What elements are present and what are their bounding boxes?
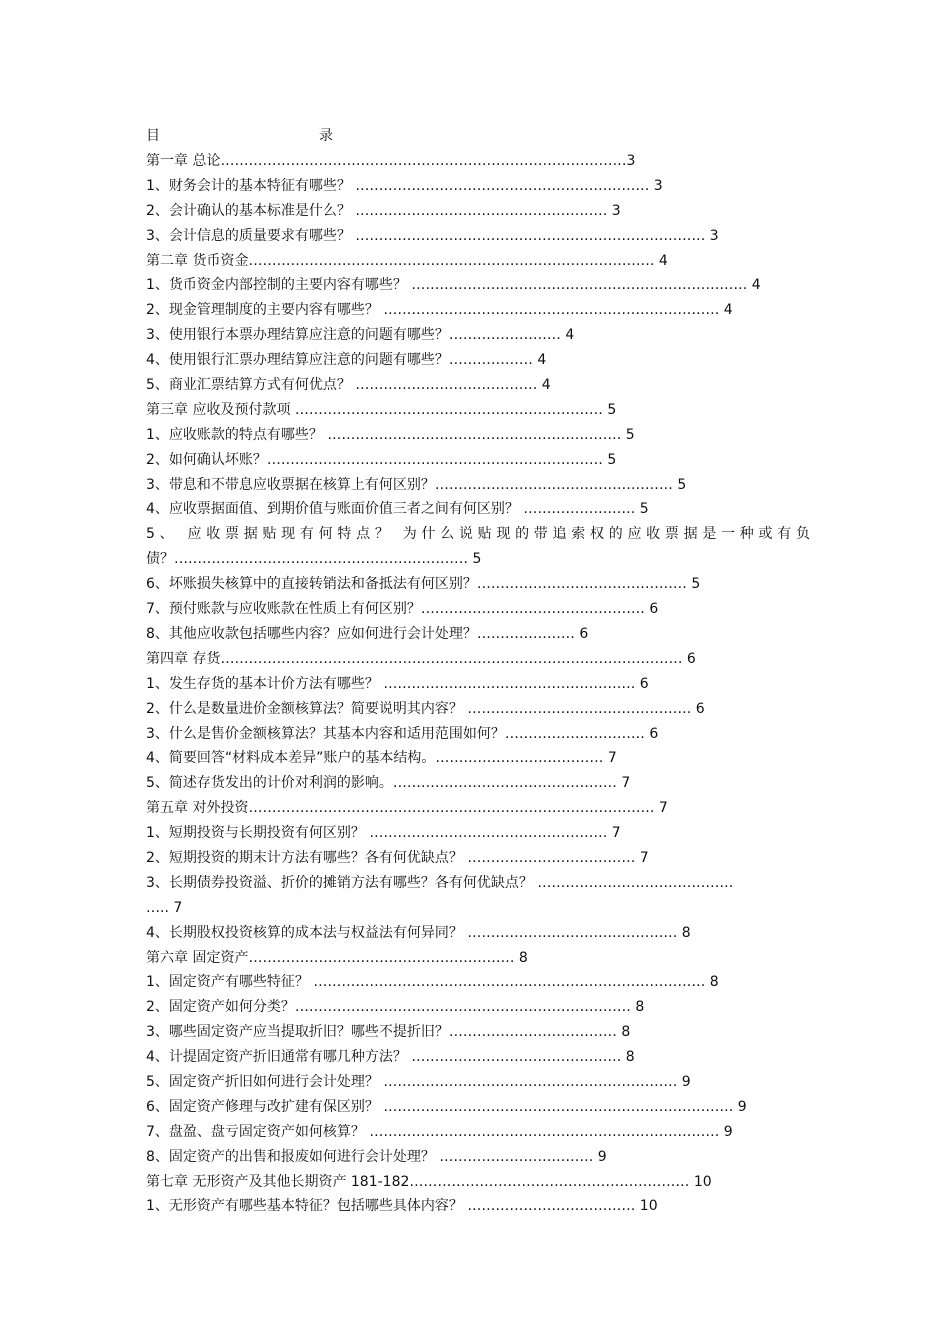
toc-entry: 2、短期投资的期末计方法有哪些？各有何优缺点？ ……………………………… 7: [146, 849, 649, 866]
toc-title-right: 录: [319, 128, 333, 144]
toc-entry: 5、商业汇票结算方式有何优点？ ………………………………… 4: [146, 377, 551, 394]
table-of-contents: [146, 124, 810, 1219]
toc-entry: 4、简要回答“材料成本差异”账户的基本结构。……………………………… 7: [146, 750, 617, 767]
toc-entry: ….. 7: [146, 899, 183, 916]
toc-entry: 3、使用银行本票办理结算应注意的问题有哪些？…………………… 4: [146, 327, 575, 344]
toc-entry: 第一章 总论……………………………………………………………………………3: [146, 153, 636, 169]
toc-entry: 1、应收账款的特点有哪些？ ……………………………………………………… 5: [146, 426, 635, 443]
toc-entry: 3、长期债券投资溢、折价的摊销方法有哪些？各有何优缺点？ ……………………………………: [146, 874, 734, 891]
toc-entry: 4、长期股权投资核算的成本法与权益法有何异同？ ……………………………………… 8: [146, 924, 691, 941]
toc-title-left: 目: [146, 128, 160, 144]
toc-entry: 4、使用银行汇票办理结算应注意的问题有哪些？……………… 4: [146, 352, 547, 369]
toc-entry: 第二章 货币资金…………………………………………………………………………… 4: [146, 252, 668, 269]
toc-entries: [146, 149, 810, 1219]
toc-entry: 8、其他应收款包括哪些内容？应如何进行会计处理？………………… 6: [146, 625, 589, 642]
toc-entry: 2、会计确认的基本标准是什么？ ……………………………………………… 3: [146, 202, 621, 219]
toc-entry: 5、固定资产折旧如何进行会计处理？ ……………………………………………………… 9: [146, 1073, 691, 1090]
toc-entry: 3、哪些固定资产应当提取折旧？哪些不提折旧？……………………………… 8: [146, 1024, 631, 1041]
toc-entry: 2、如何确认坏账？……………………………………………………………… 5: [146, 451, 617, 468]
toc-entry: 第三章 应收及预付款项 ………………………………………………………… 5: [146, 401, 617, 418]
toc-entry: 1、发生存货的基本计价方法有哪些？ ……………………………………………… 6: [146, 675, 649, 692]
toc-entry: 1、短期投资与长期投资有何区别？ …………………………………………… 7: [146, 825, 621, 842]
toc-entry: 7、预付账款与应收账款在性质上有何区别？………………………………………… 6: [146, 601, 659, 618]
toc-entry: 5、简述存货发出的计价对利润的影响。………………………………………… 7: [146, 775, 631, 792]
toc-entry: 第五章 对外投资…………………………………………………………………………… 7: [146, 800, 668, 817]
toc-entry: 2、现金管理制度的主要内容有哪些？ ……………………………………………………………… 4: [146, 302, 733, 319]
toc-entry: 2、什么是数量进价金额核算法？简要说明其内容？ ………………………………………… 6: [146, 700, 705, 717]
toc-entry: 3、带息和不带息应收票据在核算上有何区别？…………………………………………… 5: [146, 476, 687, 493]
toc-entry: 第四章 存货……………………………………………………………………………………… 6: [146, 650, 696, 667]
toc-entry: 3、会计信息的质量要求有哪些？ ………………………………………………………………… 3: [146, 227, 719, 244]
toc-entry: 5、 应收票据贴现有何特点？ 为什么说贴现的带追索权的应收票据是一种或有负债？……………………………………………………… 5: [146, 526, 810, 568]
toc-entry: 7、盘盈、盘亏固定资产如何核算？ ………………………………………………………………… 9: [146, 1123, 733, 1140]
toc-entry: 第六章 固定资产………………………………………………… 8: [146, 949, 528, 966]
toc-entry: 第七章 无形资产及其他长期资产 181-182…………………………………………………… 10: [146, 1173, 712, 1190]
toc-entry: 1、固定资产有哪些特征？ ………………………………………………………………………… 8: [146, 974, 719, 991]
toc-entry: 1、无形资产有哪些基本特征？包括哪些具体内容？ ……………………………… 10: [146, 1198, 658, 1215]
toc-entry: 1、财务会计的基本特征有哪些？ ……………………………………………………… 3: [146, 177, 663, 194]
toc-entry: 6、坏账损失核算中的直接转销法和备抵法有何区别？……………………………………… 5: [146, 576, 701, 593]
toc-title: [146, 124, 810, 149]
toc-entry: 6、固定资产修理与改扩建有保区别？ ………………………………………………………………… 9: [146, 1098, 747, 1115]
toc-entry: 8、固定资产的出售和报废如何进行会计处理？ …………………………… 9: [146, 1148, 607, 1165]
toc-entry: 2、固定资产如何分类？……………………………………………………………… 8: [146, 999, 645, 1016]
toc-entry: 4、应收票据面值、到期价值与账面价值三者之间有何区别？ …………………… 5: [146, 501, 649, 518]
toc-entry: 3、什么是售价金额核算法？其基本内容和适用范围如何？………………………… 6: [146, 725, 659, 742]
toc-entry: 1、货币资金内部控制的主要内容有哪些？ ……………………………………………………………… 4: [146, 277, 761, 294]
toc-entry: 4、计提固定资产折旧通常有哪几种方法？ ……………………………………… 8: [146, 1049, 635, 1066]
